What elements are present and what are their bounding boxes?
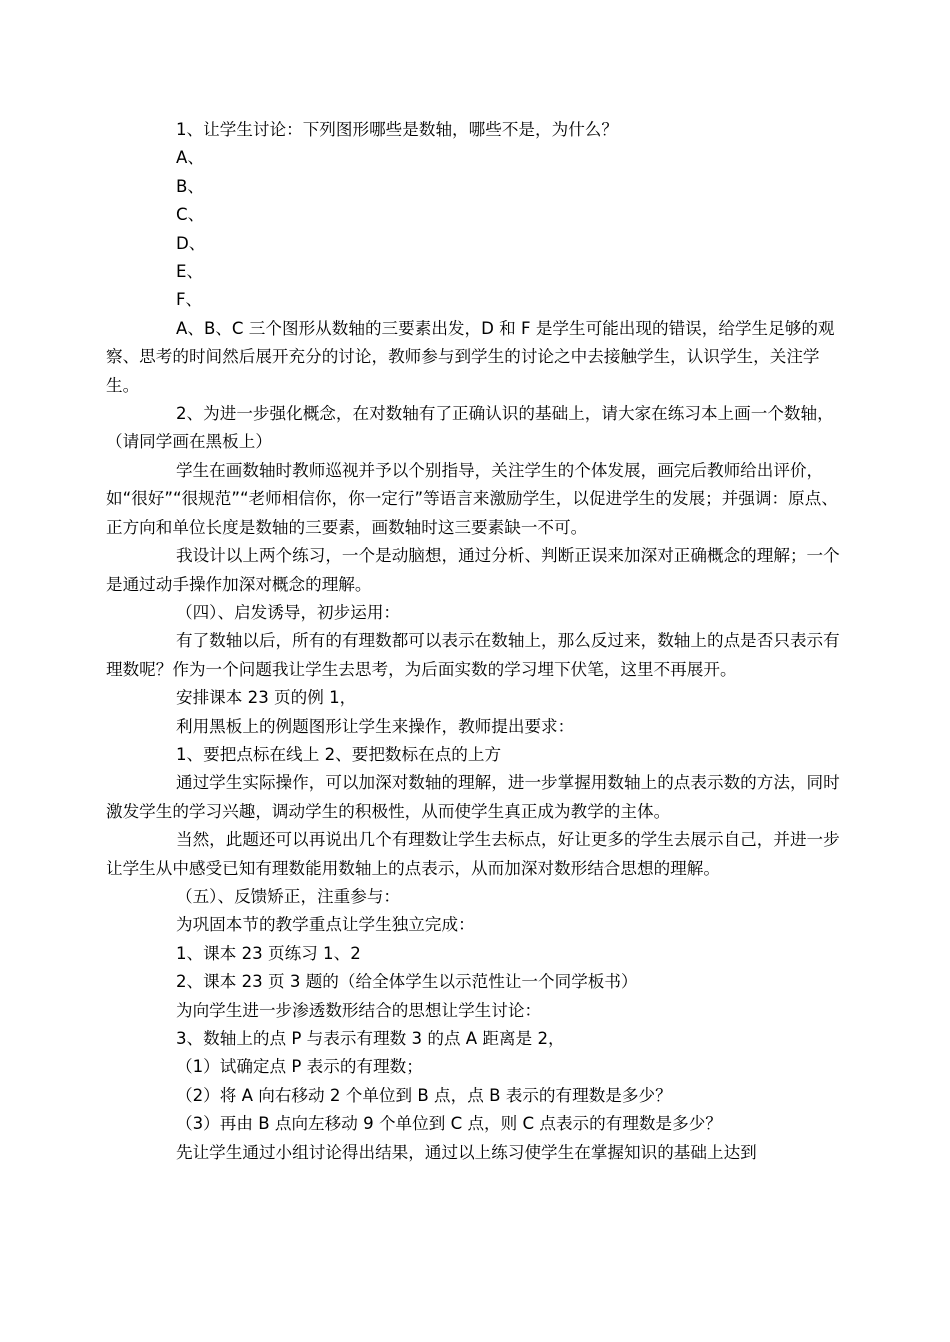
paragraph-example-1: 安排课本 23 页的例 1， — [176, 688, 357, 708]
exercise-1: 1、课本 23 页练习 1、2 — [176, 943, 361, 963]
paragraph-consolidate: 为巩固本节的教学重点让学生独立完成： — [176, 915, 475, 935]
option-d: D、 — [176, 233, 206, 253]
paragraph-practice: 通过学生实际操作，可以加深对数轴的理解，进一步掌握用数轴上的点表示数的方法，同时激发学生的学习兴趣，调动学生的积极性，从而使学生真正成为教学的主体。 — [106, 773, 840, 821]
paragraph-discussion: A、B、C 三个图形从数轴的三要素出发，D 和 F 是学生可能出现的错误，给学生足够的观察、思考的时间然后展开充分的讨论，教师参与到学生的讨论之中去接触学生，认识学生，关注学生。 — [106, 318, 835, 395]
paragraph-question-1: 1、让学生讨论：下列图形哪些是数轴，哪些不是，为什么？ — [176, 120, 618, 139]
option-b: B、 — [176, 176, 204, 196]
section-heading-4: （四）、启发诱导，初步运用： — [176, 602, 401, 622]
exercise-3: 3、数轴上的点 P 与表示有理数 3 的点 A 距离是 2， — [176, 1029, 565, 1048]
paragraph-requirements: 1、要把点标在线上 2、要把数标在点的上方 — [176, 744, 502, 764]
paragraph-teacher-guidance: 学生在画数轴时教师巡视并予以个别指导，关注学生的个体发展，画完后教师给出评价，如“很好”“很规范”“老师相信你，你一定行”等语言来激励学生，以促进学生的发展；并强调：原点、正方向和单位长度是数轴的三要素，画数轴时这三要素缺一不可。 — [106, 460, 838, 537]
option-e: E、 — [176, 262, 204, 282]
section-heading-5: （五）、反馈矫正，注重参与： — [176, 886, 401, 906]
paragraph-more-points: 当然，此题还可以再说出几个有理数让学生去标点，好让更多的学生去展示自己，并进一步让学生从中感受已知有理数能用数轴上的点表示，从而加深对数形结合思想的理解。 — [106, 830, 840, 878]
exercise-2: 2、课本 23 页 3 题的（给全体学生以示范性让一个同学板书） — [176, 972, 638, 992]
paragraph-design-note: 我设计以上两个练习，一个是动脑想，通过分析、判断正误来加深对正确概念的理解；一个是通过动手操作加深对概念的理解。 — [106, 546, 840, 594]
paragraph-rational-numbers: 有了数轴以后，所有的有理数都可以表示在数轴上，那么反过来，数轴上的点是否只表示有理数呢？作为一个问题我让学生去思考，为后面实数的学习埋下伏笔，这里不再展开。 — [106, 631, 840, 679]
paragraph-discussion-intro: 为向学生进一步渗透数形结合的思想让学生讨论： — [176, 1000, 542, 1020]
paragraph-group-discussion: 先让学生通过小组讨论得出结果，通过以上练习使学生在掌握知识的基础上达到 — [176, 1142, 757, 1162]
paragraph-question-2: 2、为进一步强化概念，在对数轴有了正确认识的基础上，请大家在练习本上画一个数轴，（请同学画在黑板上） — [106, 404, 834, 452]
document-body — [106, 116, 846, 1167]
exercise-3-part-3: （3）再由 B 点向左移动 9 个单位到 C 点，则 C 点表示的有理数是多少？ — [176, 1114, 722, 1134]
paragraph-blackboard: 利用黑板上的例题图形让学生来操作，教师提出要求： — [176, 716, 575, 736]
option-a: A、 — [176, 148, 204, 168]
exercise-3-part-2: （2）将 A 向右移动 2 个单位到 B 点，点 B 表示的有理数是多少？ — [176, 1085, 672, 1105]
option-c: C、 — [176, 205, 205, 225]
option-f: F、 — [176, 290, 203, 310]
exercise-3-part-1: （1）试确定点 P 表示的有理数； — [176, 1057, 423, 1077]
